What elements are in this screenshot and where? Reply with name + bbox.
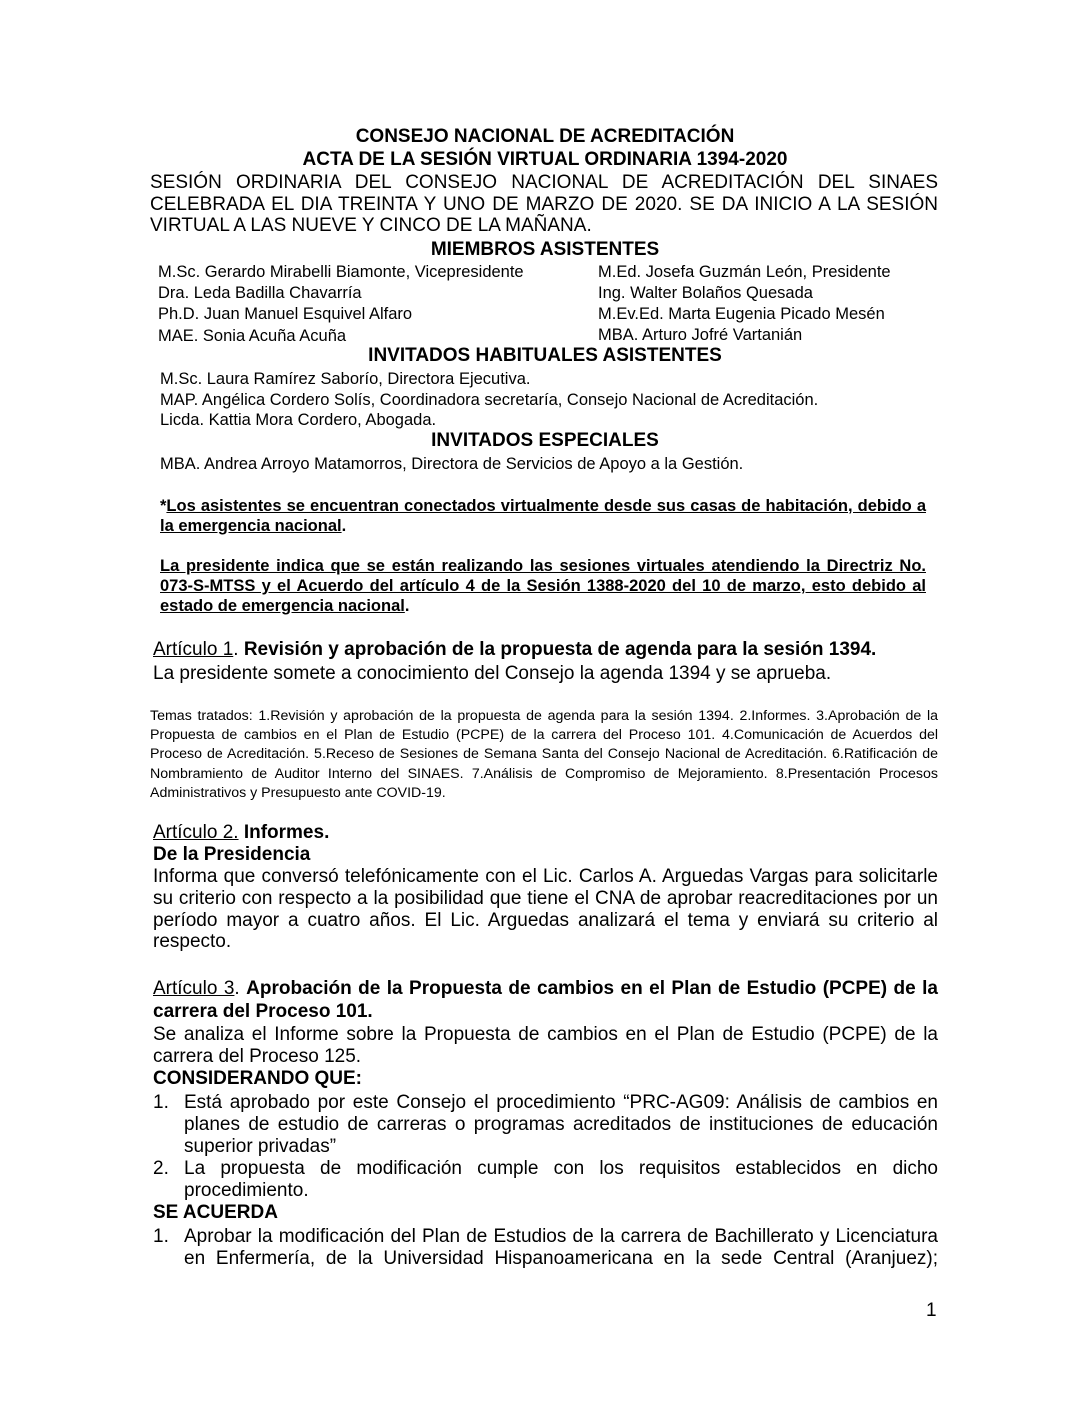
member-name: Ph.D. Juan Manuel Esquivel Alfaro xyxy=(158,305,413,323)
member-name: M.Sc. Gerardo Mirabelli Biamonte, Vicepresidente xyxy=(158,263,524,281)
considerando-number: 2. xyxy=(153,1158,169,1179)
guest-name: MAP. Angélica Cordero Solís, Coordinadora secretaría, Consejo Nacional de Acreditación. xyxy=(160,390,819,409)
acuerda-number: 1. xyxy=(153,1226,169,1247)
article-1-heading: Artículo 1. Revisión y aprobación de la propuesta de agenda para la sesión 1394. xyxy=(153,639,877,660)
document-title: CONSEJO NACIONAL DE ACREDITACIÓN xyxy=(355,126,735,147)
topics-summary: Temas tratados: 1.Revisión y aprobación de la propuesta de agenda para la sesión 1394. 2.Informes. 3.Aprobación de la Propuesta de cambios en el Plan de Estudio (PCPE) de la carrera del Proceso 101. 4.Comunicación de Acuerdos del Proceso de Acreditación. 5.Receso de Sesiones de Semana Santa del Consejo Nacional de Acreditación. 6.Ratificación de Nombramiento de Auditor Interno del SINAES. 7.Análisis de Compromiso de Mejoramiento. 8.Presentación Procesos Administrativos y Presupuesto ante COVID-19. xyxy=(150,708,938,801)
guests-list xyxy=(160,369,818,431)
article-3-heading: Artículo 3. Aprobación de la Propuesta de cambios en el Plan de Estudio (PCPE) de la carrera del Proceso 101. xyxy=(153,978,938,1022)
acuerda-item: Aprobar la modificación del Plan de Estudios de la carrera de Bachillerato y Licenciatura en Enfermería, de la Universidad Hispanoamericana en la sede Central (Aranjuez); xyxy=(184,1226,938,1269)
considerando-item: Está aprobado por este Consejo el procedimiento “PRC-AG09: Análisis de cambios en planes de estudio de carreras o programas acreditados de instituciones de educación superior privadas” xyxy=(184,1092,938,1157)
member-name: M.Ev.Ed. Marta Eugenia Picado Mesén xyxy=(598,305,885,323)
guest-name: Licda. Kattia Mora Cordero, Abogada. xyxy=(160,411,437,429)
article-3-text: Se analiza el Informe sobre la Propuesta de cambios en el Plan de Estudio (PCPE) de la carrera del Proceso 125. xyxy=(153,1024,938,1067)
considerando-item: La propuesta de modificación cumple con los requisitos establecidos en dicho procedimiento. xyxy=(184,1158,938,1201)
members-right-column xyxy=(598,262,891,346)
members-left-column xyxy=(158,262,524,347)
special-guests-heading: INVITADOS ESPECIALES xyxy=(431,430,659,451)
considerando-number: 1. xyxy=(153,1092,169,1113)
page-number: 1 xyxy=(926,1300,937,1321)
member-name: Ing. Walter Bolaños Quesada xyxy=(598,284,813,302)
session-title: ACTA DE LA SESIÓN VIRTUAL ORDINARIA 1394-2020 xyxy=(302,149,788,170)
article-1-text: La presidente somete a conocimiento del Consejo la agenda 1394 y se aprueba. xyxy=(153,663,832,684)
article-2-heading: Artículo 2. Informes. xyxy=(153,822,330,843)
considerando-heading: CONSIDERANDO QUE: xyxy=(153,1068,363,1089)
presidency-report: Informa que conversó telefónicamente con el Lic. Carlos A. Arguedas Vargas para solicitarle su criterio con respecto a la posibilidad que tiene el CNA de aprobar reacreditaciones por un período mayor a cuatro años. El Lic. Arguedas analizará el tema y enviará su criterio al respecto. xyxy=(153,866,938,953)
member-name: Dra. Leda Badilla Chavarría xyxy=(158,284,362,302)
member-name: M.Ed. Josefa Guzmán León, Presidente xyxy=(598,263,891,281)
guests-heading: INVITADOS HABITUALES ASISTENTES xyxy=(368,345,722,366)
presidency-subheading: De la Presidencia xyxy=(153,844,311,865)
directive-note: La presidente indica que se están realizando las sesiones virtuales atendiendo la Directriz No. 073-S-MTSS y el Acuerdo del artículo 4 de la Sesión 1388-2020 del 10 de marzo, esto debido al estado de emergencia nacional. xyxy=(160,557,926,615)
member-name: MAE. Sonia Acuña Acuña xyxy=(158,327,347,345)
acuerda-heading: SE ACUERDA xyxy=(153,1202,278,1223)
members-heading: MIEMBROS ASISTENTES xyxy=(430,239,660,260)
guest-name: M.Sc. Laura Ramírez Saborío, Directora Ejecutiva. xyxy=(160,370,531,388)
virtual-attendance-note: *Los asistentes se encuentran conectados virtualmente desde sus casas de habitación, debido a la emergencia nacional. xyxy=(160,497,926,535)
special-guest-name: MBA. Andrea Arroyo Matamorros, Directora de Servicios de Apoyo a la Gestión. xyxy=(160,455,744,473)
member-name: MBA. Arturo Jofré Vartanián xyxy=(598,326,803,344)
session-intro: SESIÓN ORDINARIA DEL CONSEJO NACIONAL DE ACREDITACIÓN DEL SINAES CELEBRADA EL DIA TREINTA Y UNO DE MARZO DE 2020. SE DA INICIO A LA SESIÓN VIRTUAL A LAS NUEVE Y CINCO DE LA MAÑANA. xyxy=(150,172,938,236)
